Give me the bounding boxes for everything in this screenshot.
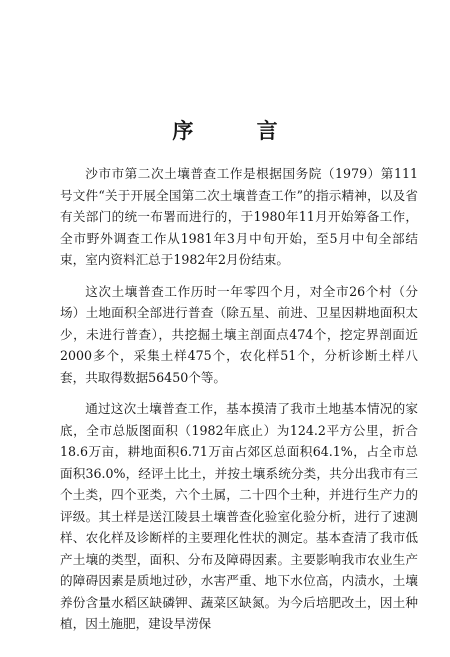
paragraph-3: 通过这次土壤普查工作，基本摸清了我市土地基本情况的家底，全市总版图面积（1982年底止）为124.2平方公里，折合18.6万亩，耕地面积6.71万亩占郊区总面积64.1%，占全市总面积36.0%，经评土比土，并按土壤系统分类，共分出我市有三个土类，四个亚类，六个土属，二十四个土种，并进行生产力的评级。其土样是送江陵县土壤普查化验室化验分析，进行了速测样、农化样及诊断样的主要理化性状的测定。基本查清了我市低产土壤的类型，面积、分布及障碍因素。主要影响我市农业生产的障碍因素是质地过砂，水害严重、地下水位高，内渍水，土壤养份含量水稻区缺磷钾、蔬菜区缺氮。为今后培肥改土，因土种植，因土施肥，建设旱涝保 [60, 401, 418, 631]
paragraph-1: 沙市市第二次土壤普查工作是根据国务院（1979）第111号文件“关于开展全国第二次土壤普查工作”的指示精神，以及省有关部门的统一布署而进行的，于1980年11月开始筹备工作，全市野外调查工作从1981年3月中旬开始，至5月中旬全部结束，室内资料汇总于1982年2月份结束。 [60, 166, 418, 267]
paragraph-2: 这次土壤普查工作历时一年零四个月，对全市26个村（分场）土地面积全部进行普查（除五星、前进、卫星因耕地面积太少，未进行普查），共挖掘土壤主剖面点474个，挖定界剖面近2000多个，采集土样475个，农化样51个，分析诊断土样八套，共取得数据56450个等。 [60, 283, 418, 385]
page-title: 序 言 [172, 118, 306, 143]
document-body [60, 163, 418, 635]
